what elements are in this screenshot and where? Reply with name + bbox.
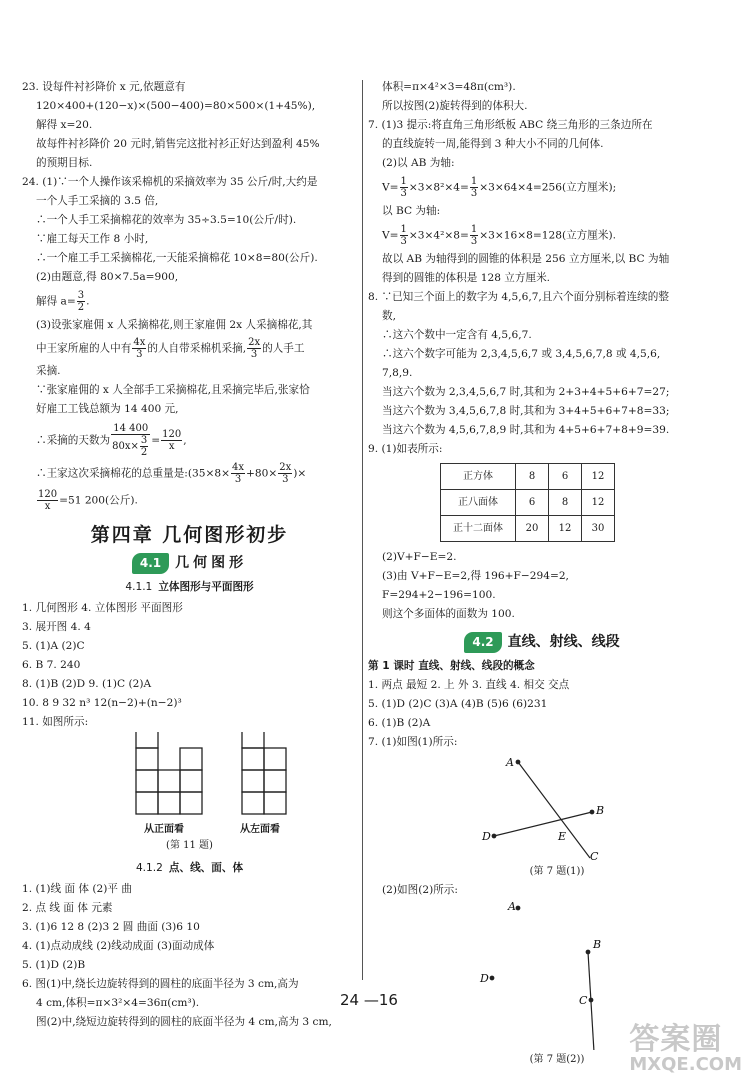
q9-line: 则这个多面体的面数为 100. — [382, 608, 515, 620]
three-view-drawing — [134, 732, 304, 820]
lines-diagram-1 — [368, 752, 716, 862]
answer-line: 所以按图(2)旋转得到的体积大. — [382, 100, 528, 112]
section-badge: 4.2 — [464, 632, 501, 653]
answer-line: 3. (1)6 12 8 (2)3 2 圆 曲面 (3)6 10 — [22, 921, 200, 933]
point-label: A — [508, 900, 516, 913]
answer-line: 5. (1)D (2)B — [22, 959, 86, 971]
q7-volume-ab: V= $\frac{1}{3}$ ×3×8²×4= $\frac{1}{3}$ ×3×64×4=256(立方厘米); — [382, 176, 617, 199]
q23-line: 解得 x=20. — [36, 119, 93, 131]
q7-line: 故以 AB 为轴得到的圆锥的体积是 256 立方厘米,以 BC 为轴 — [382, 253, 670, 265]
point-label: D — [482, 830, 491, 843]
q24-3-line: 好雇工工钱总额为 14 400 元, — [36, 403, 179, 415]
q8-line: ∴这六个数中一定含有 4,5,6,7. — [382, 329, 532, 341]
q24-total: ∴王家这次采摘棉花的总重量是:(35×8× $\frac{4x}{3}$ +80× $\frac{2x}{3}$ )× — [36, 462, 307, 485]
point-label: B — [593, 938, 602, 951]
polyhedron-table — [440, 463, 615, 542]
answer-line: 1. 几何图形 4. 立体图形 平面图形 — [22, 602, 183, 614]
q8-line: 8. ∵已知三个面上的数字为 4,5,6,7,且六个面分别标着连续的整 — [368, 291, 669, 303]
point-label: A — [506, 756, 514, 769]
q24-line: 24. (1)∵一个人操作该采棉机的采摘效率为 35 公斤/时,大约是 — [22, 176, 318, 188]
answer-line: 4. (1)点动成线 (2)线动成面 (3)面动成体 — [22, 940, 215, 952]
figure-caption: (第 7 题(1)) — [529, 866, 585, 877]
q8-line: 数, — [382, 310, 396, 322]
answer-line: 7. (1)如图(1)所示: — [368, 736, 458, 748]
left-view-label: 从左面看 — [240, 824, 280, 835]
answer-line: (2)如图(2)所示: — [382, 884, 458, 896]
figure-11 — [134, 732, 357, 836]
answer-line: 1. 两点 最短 2. 上 外 3. 直线 4. 相交 交点 — [368, 679, 570, 691]
q9-line: (3)由 V+F−E=2,得 196+F−294=2, — [382, 570, 569, 582]
q8-line: 当这六个数为 3,4,5,6,7,8 时,其和为 3+4+5+6+7+8=33; — [382, 405, 670, 417]
q8-line: 7,8,9. — [382, 367, 413, 379]
q9-line: (2)V+F−E=2. — [382, 551, 457, 563]
q23-line: 的预期目标. — [36, 157, 93, 169]
q8-line: ∴这六个数字可能为 2,3,4,5,6,7 或 3,4,5,6,7,8 或 4,5,6, — [382, 348, 661, 360]
point-label: C — [579, 994, 588, 1007]
figure-caption: (第 7 题(2)) — [529, 1054, 585, 1065]
q7-line: 7. (1)3 提示:将直角三角形纸板 ABC 绕三角形的三条边所在 — [368, 119, 653, 131]
q24-line: ∴一个人手工采摘棉花的效率为 35÷3.5=10(公斤/时). — [36, 214, 297, 226]
table-row: 正八面体 6 8 12 — [441, 490, 615, 516]
lesson-title: 第 1 课时 直线、射线、线段的概念 — [368, 660, 535, 672]
answer-line: 10. 8 9 32 n³ 12(n−2)+(n−2)³ — [22, 697, 182, 709]
q23-line: 120×400+(120−x)×(500−400)=80×500×(1+45%), — [36, 100, 316, 112]
q9-line: F=294+2−196=100. — [382, 589, 496, 601]
answer-line: 体积=π×4²×3=48π(cm³). — [382, 81, 516, 93]
q24-line: ∴一个雇工手工采摘棉花,一天能采摘棉花 10×8=80(公斤). — [36, 252, 318, 264]
answer-line: 11. 如图所示: — [22, 716, 89, 728]
section-heading — [22, 553, 357, 574]
q24-solve: 解得 a= $\frac{3}{2}$ . — [36, 290, 90, 313]
answer-line: 6. (1)B (2)A — [368, 717, 431, 729]
q23-line: 23. 设每件衬衫降价 x 元,依题意有 — [22, 81, 186, 93]
q23-line: 故每件衬衫降价 20 元时,销售完这批衬衫正好达到盈利 45% — [36, 138, 320, 150]
watermark: 答案圈 MXQE.COM — [629, 1022, 742, 1075]
q24-days: ∴采摘的天数为 14 400 80x× $\frac{3}{2}$ = $\frac{120}{x}$ , — [36, 423, 187, 458]
answer-line: 3. 展开图 4. 4 — [22, 621, 91, 633]
right-column — [368, 78, 716, 1069]
answer-line: 1. (1)线 面 体 (2)平 曲 — [22, 883, 132, 895]
answer-line: 6. 图(1)中,绕长边旋转得到的圆柱的底面半径为 3 cm,高为 — [22, 978, 299, 990]
q24-line: ∵雇工每天工作 8 小时, — [36, 233, 149, 245]
q7-line: 以 BC 为轴: — [382, 205, 441, 217]
section-badge: 4.1 — [132, 553, 169, 574]
section-title: 几何图形 — [175, 555, 248, 571]
q24-line: (2)由题意,得 80×7.5a=900, — [36, 271, 179, 283]
q7-line: (2)以 AB 为轴: — [382, 157, 455, 169]
subsection-heading: 4.1.2 点、线、面、体 — [135, 862, 244, 874]
q7-volume-bc: V= $\frac{1}{3}$ ×3×4²×8= $\frac{1}{3}$ ×3×16×8=128(立方厘米). — [382, 224, 616, 247]
answer-line: 8. (1)B (2)D 9. (1)C (2)A — [22, 678, 152, 690]
q24-3-line: 采摘. — [36, 365, 61, 377]
table-row: 正十二面体 20 12 30 — [441, 516, 615, 542]
chapter-title: 第四章 几何图形初步 — [90, 524, 289, 546]
q8-line: 当这六个数为 2,3,4,5,6,7 时,其和为 2+3+4+5+6+7=27; — [382, 386, 670, 398]
answer-line: 5. (1)D (2)C (3)A (4)B (5)6 (6)231 — [368, 698, 548, 710]
figure-caption: (第 11 题) — [166, 840, 213, 851]
point-label: D — [480, 972, 489, 985]
section-heading — [368, 632, 716, 653]
point-label: B — [596, 804, 605, 817]
q7-line: 得到的圆锥的体积是 128 立方厘米. — [382, 272, 551, 284]
point-label: C — [590, 850, 599, 862]
point-label: E — [558, 830, 567, 843]
q8-line: 当这六个数为 4,5,6,7,8,9 时,其和为 4+5+6+7+8+9=39. — [382, 424, 670, 436]
answer-line: 6. B 7. 240 — [22, 659, 81, 671]
figure-7-1 — [368, 752, 716, 862]
section-title: 直线、射线、线段 — [507, 634, 620, 650]
answer-line: 2. 点 线 面 体 元素 — [22, 902, 113, 914]
left-column — [22, 78, 357, 1032]
q24-3-line: 中王家所雇的人中有 $\frac{4x}{3}$ 的人自带采棉机采摘, $\frac{2x}{3}$ 的人手工 — [36, 337, 305, 360]
q7-line: 的直线旋转一周,能得到 3 种大小不同的几何体. — [382, 138, 604, 150]
q9-line: 9. (1)如表所示: — [368, 443, 443, 455]
table-row: 正方体 8 6 12 — [441, 464, 615, 490]
q24-line: 一个人手工采摘的 3.5 倍, — [36, 195, 159, 207]
q24-3-line: (3)设张家雇佣 x 人采摘棉花,则王家雇佣 2x 人采摘棉花,其 — [36, 319, 313, 331]
answer-line: 4 cm,体积=π×3²×4=36π(cm³). — [36, 997, 200, 1009]
answer-line: 5. (1)A (2)C — [22, 640, 85, 652]
front-view-label: 从正面看 — [144, 824, 184, 835]
q24-3-line: ∵张家雇佣的 x 人全部手工采摘棉花,且采摘完毕后,张家恰 — [36, 384, 310, 396]
q24-result: $\frac{120}{x}$ =51 200(公斤). — [38, 489, 138, 512]
page-number: 24 —16 — [340, 991, 398, 1009]
answer-line: 图(2)中,绕短边旋转得到的圆柱的底面半径为 4 cm,高为 3 cm, — [36, 1016, 332, 1028]
column-divider — [362, 80, 363, 980]
subsection-heading: 4.1.1 立体图形与平面图形 — [125, 581, 254, 593]
